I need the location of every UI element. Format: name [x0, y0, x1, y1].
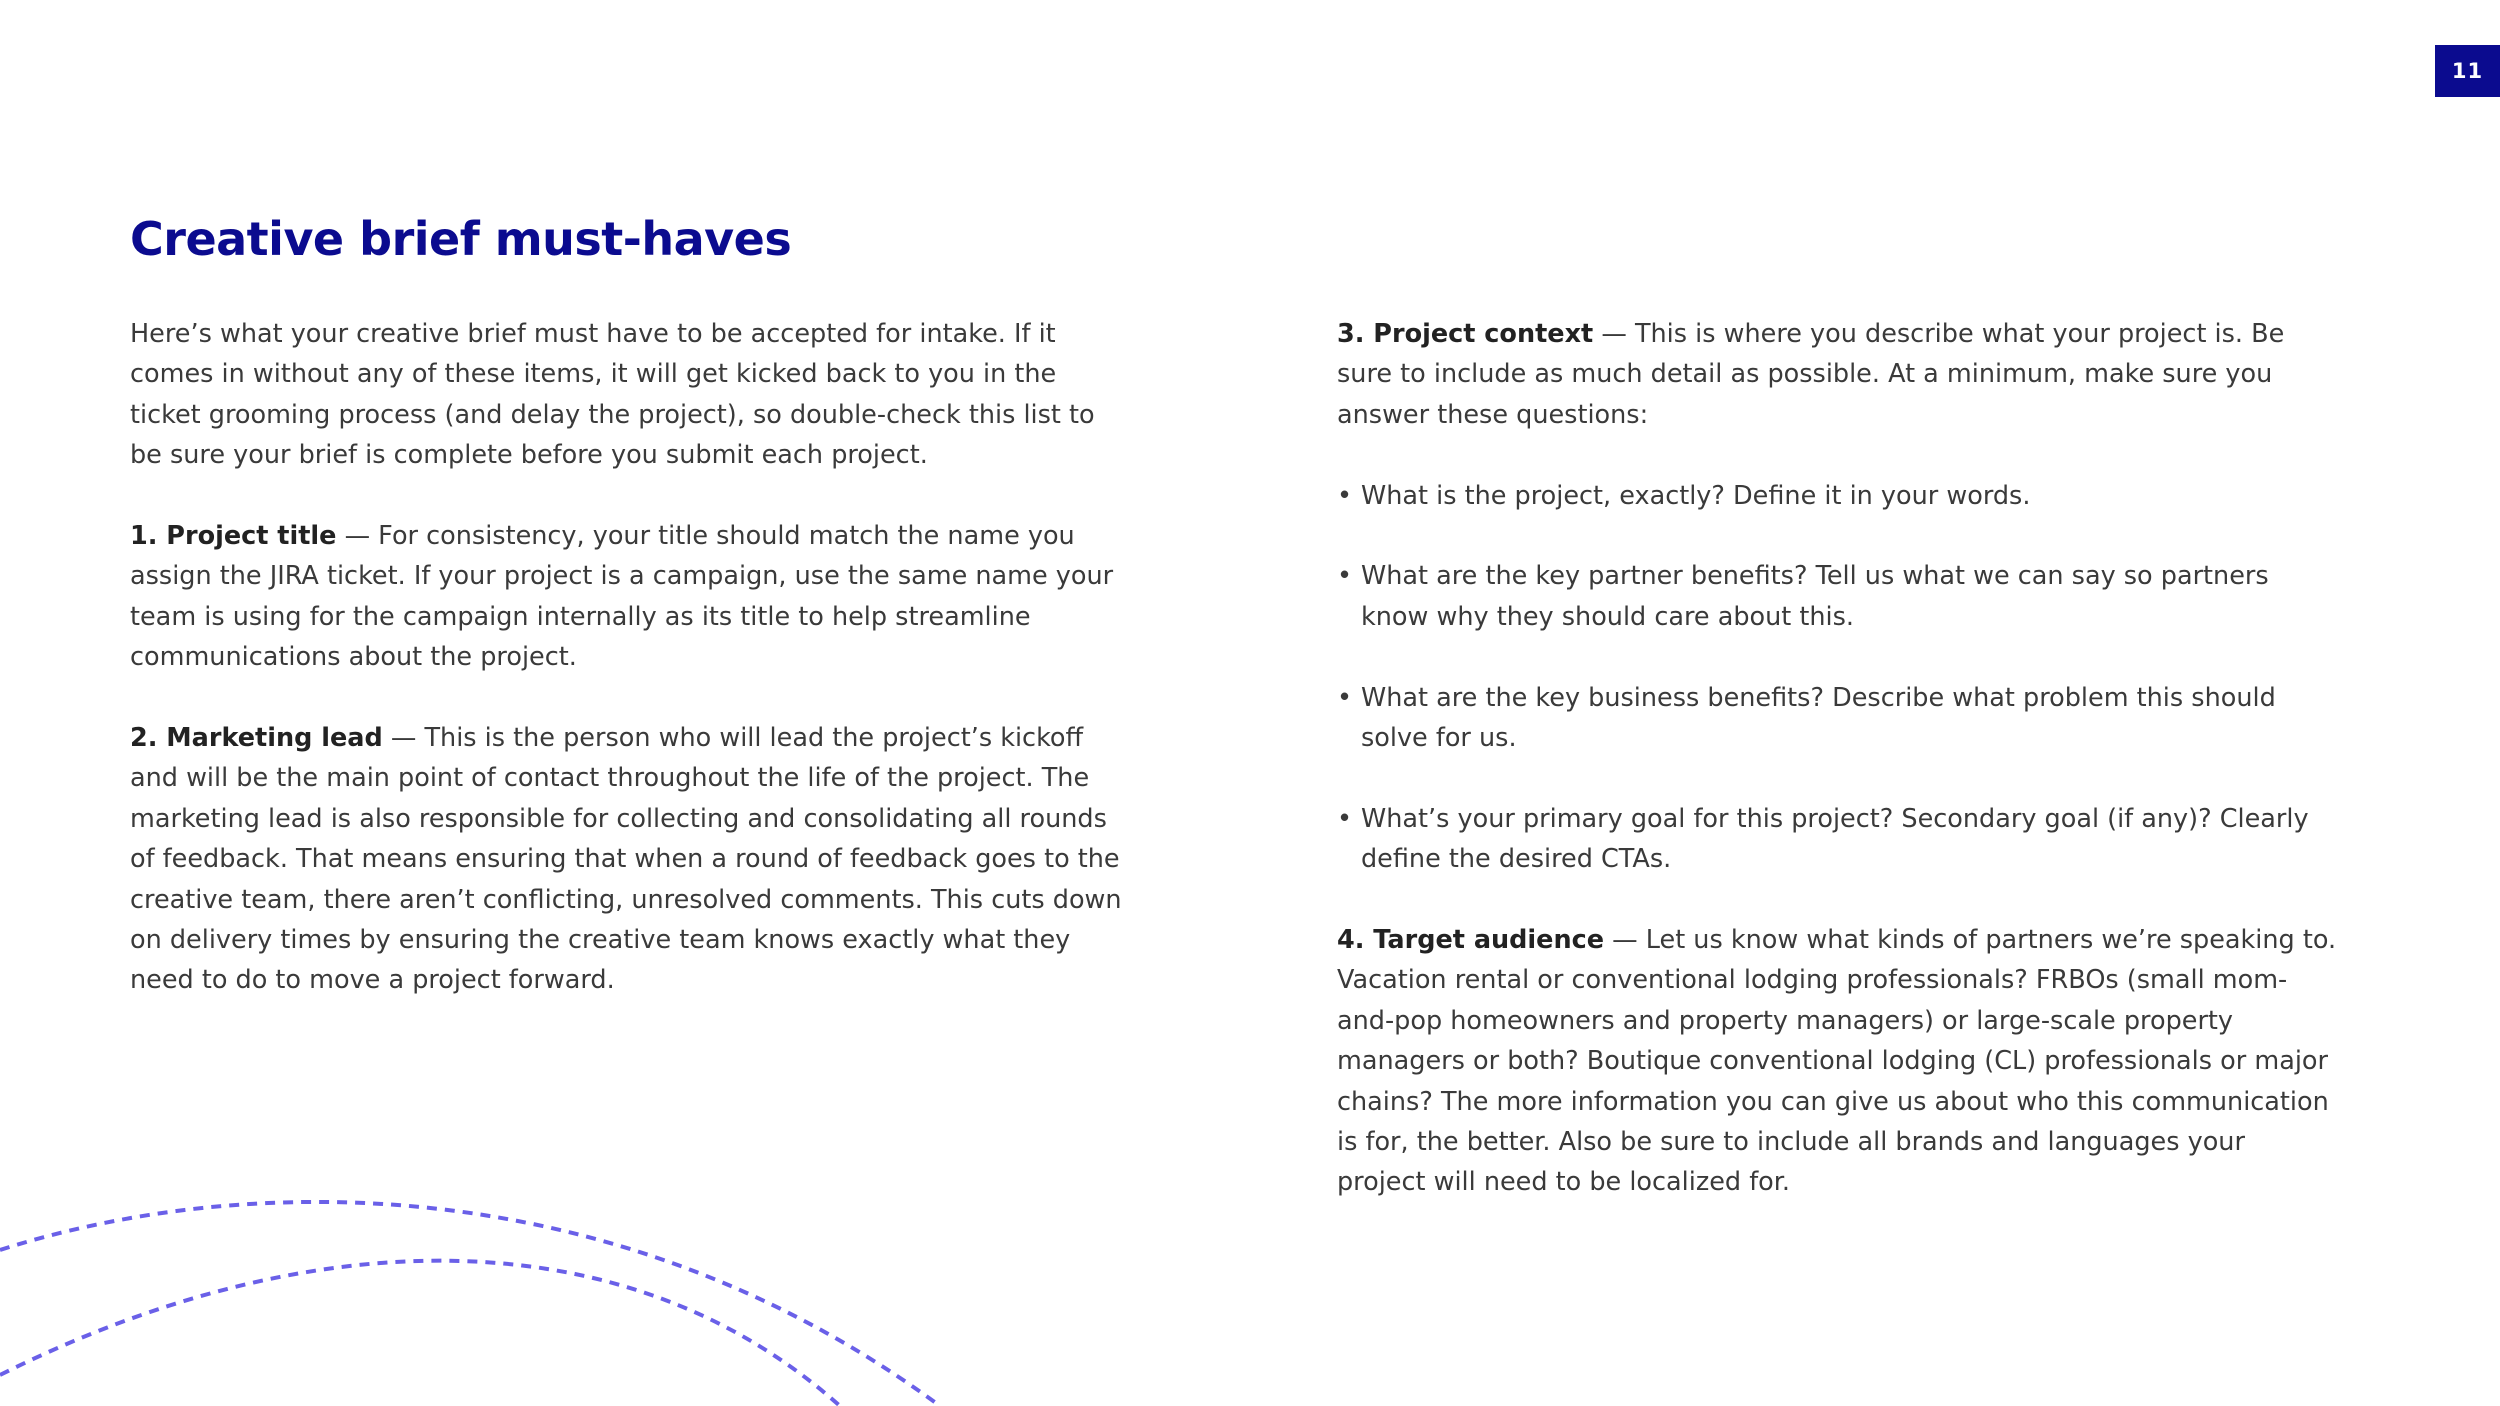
intro-paragraph: Here’s what your creative brief must have to be accepted for intake. If it comes in without any of these items, it will get kicked back to you in the ticket grooming process (and delay the project), so double-check this list to be sure your brief is complete before you submit each project.: [130, 319, 1095, 471]
list-item: • What are the key partner benefits? Tell us what we can say so partners know why they should care about this.: [1337, 556, 2337, 637]
list-item: • What are the key business benefits? Describe what problem this should solve for us.: [1337, 678, 2337, 759]
project-title-section: [130, 516, 1130, 678]
dashed-arc-inner: [0, 1261, 840, 1406]
section-body: — For consistency, your title should match the name you assign the JIRA ticket. If your project is a campaign, use the same name your team is using for the campaign internally as its title to help streamline communications about the project.: [130, 521, 1114, 673]
section-body: — This is where you describe what your project is. Be sure to include as much detail as possible. At a minimum, make sure you answer these questions:: [1337, 319, 2285, 430]
section-heading: 2. Marketing lead: [130, 723, 383, 754]
section-body: — Let us know what kinds of partners we’re speaking to. Vacation rental or conventional lodging professionals? FRBOs (small mom-and-pop homeowners and property managers) or large-scale property managers or both? Boutique conventional lodging (CL) professionals or major chains? The more information you can give us about who this communication is for, the better. Also be sure to include all brands and languages your project will need to be localized for.: [1337, 925, 2337, 1198]
dashed-arc-outer: [0, 1202, 940, 1406]
context-questions-list: [1337, 476, 2337, 880]
page-number-badge: 11: [2435, 45, 2500, 97]
page-title: Creative brief must-haves: [130, 212, 792, 266]
right-column: [1337, 314, 2337, 1203]
target-audience-section: [1337, 920, 2337, 1203]
project-context-section: [1337, 314, 2337, 435]
list-item: • What is the project, exactly? Define it in your words.: [1337, 476, 2337, 516]
section-body: — This is the person who will lead the project’s kickoff and will be the main point of contact throughout the life of the project. The marketing lead is also responsible for collecting and consolidating all rounds of feedback. That means ensuring that when a round of feedback goes to the creative team, there aren’t conflicting, unresolved comments. This cuts down on delivery times by ensuring the creative team knows exactly what they need to do to move a project forward.: [130, 723, 1122, 996]
marketing-lead-section: [130, 718, 1130, 1001]
left-column: [130, 314, 1130, 1001]
section-heading: 4. Target audience: [1337, 925, 1605, 956]
section-heading: 3. Project context: [1337, 319, 1594, 349]
decorative-arcs-graphic: [0, 1150, 1000, 1406]
section-heading: 1. Project title: [130, 521, 337, 552]
list-item: • What’s your primary goal for this project? Secondary goal (if any)? Clearly define the desired CTAs.: [1337, 799, 2337, 880]
